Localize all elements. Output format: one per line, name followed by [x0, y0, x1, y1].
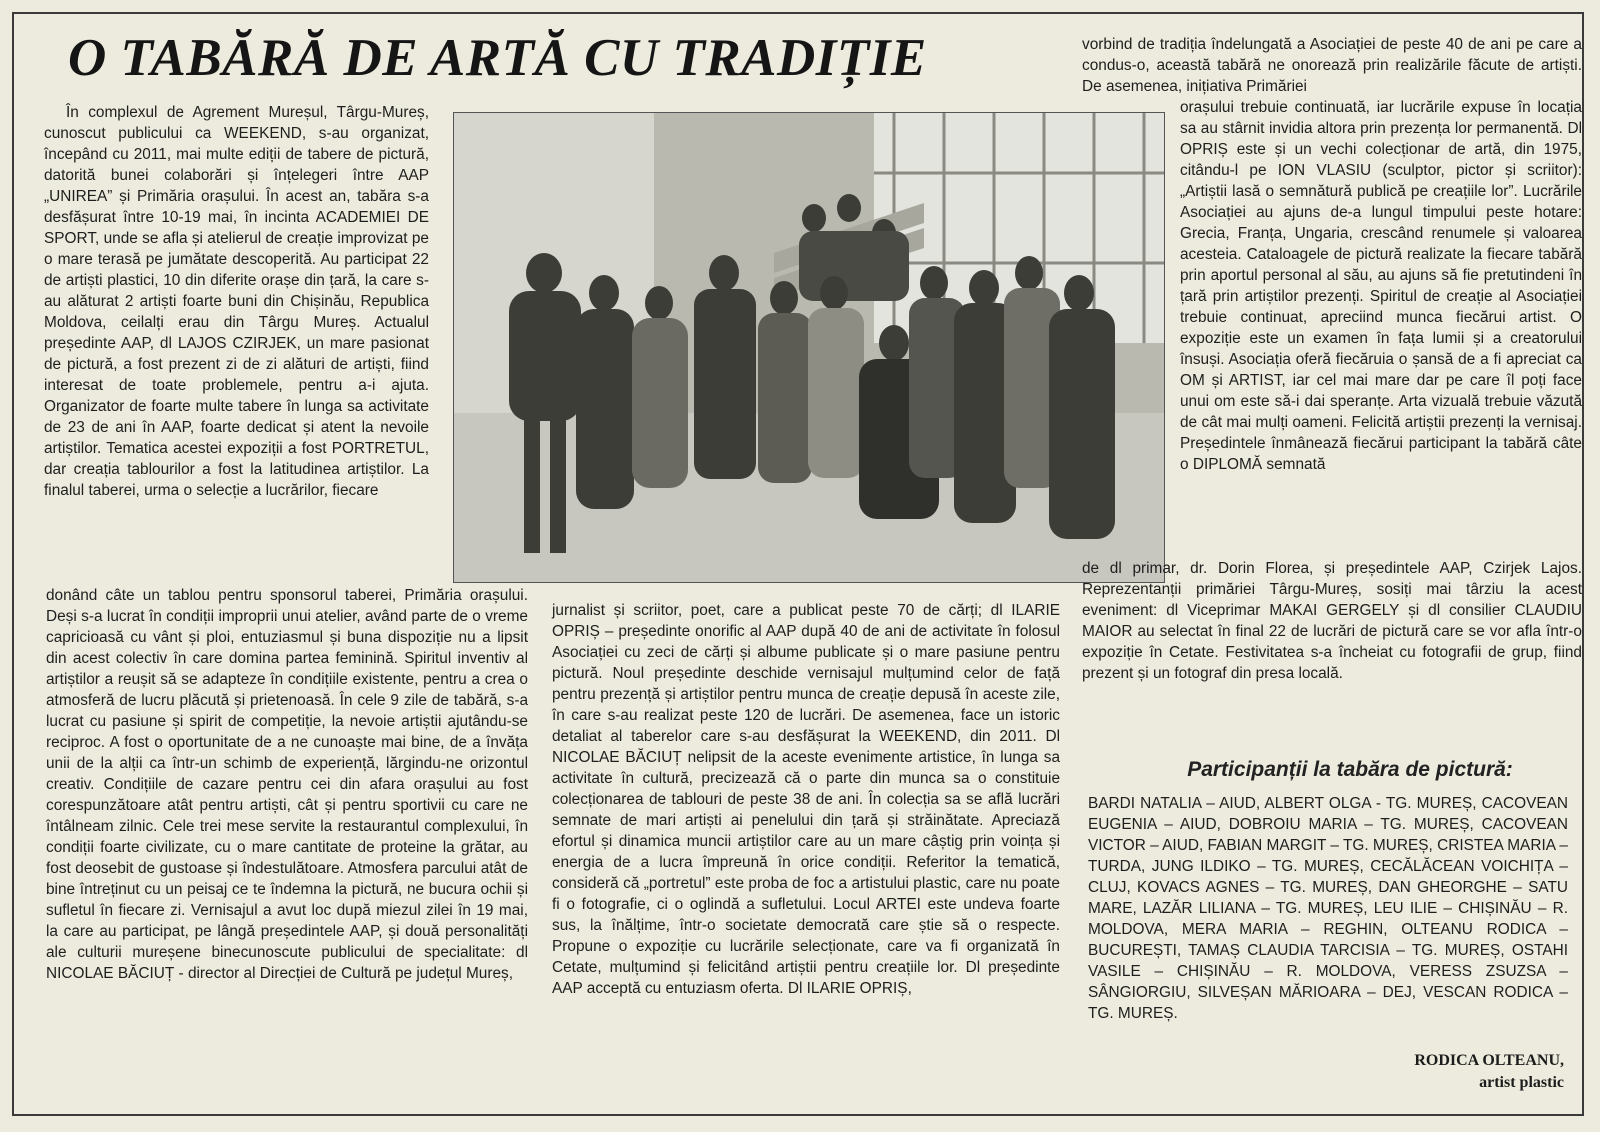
article-paragraph: donând câte un tablou pentru sponsorul taberei, Primăria orașului. Deși s-a lucrat în condiții improprii unui atelier, având parte de o vreme capricioasă cu vânt și ploi, entuziasmul și buna dispoziție nu a lipsit din acest colectiv în care domina partea feminină. Spiritul inventiv al artiștilor a reușit să se adapteze în condițiile existente, pentru a crea o atmosferă de lucru plăcută și prietenoasă. În cele 9 zile de tabără, s-a lucrat cu pasiune și spirit de competiție, la nevoie artiștii ajutându-se reciproc. A fost o oportunitate de a ne cunoaște mai bine, de a învăța unii de la alții ca într-un schimb de experiență, lărgindu-ne orizontul creativ. Condițiile de cazare pentru cei din afara orașului au fost corespunzătoare atât pentru artiști, cât și pentru sportivii cu care ne întâlneam zilnic. Cele trei mese servite la restaurantul complexului, în condiții foarte civilizate, cu o mare cantitate de proteine la grătar, au fost deosebit de gustoase și îndestulătoare. Atmosfera parcului atât de bine întreținut cu un peisaj ce te îndemna la pictură, ne bucura ochii și sufletul în fiecare zi. Vernisajul a avut loc după miezul zilei în 19 mai, la care au participat, pe lângă președintele AAP, și două personalități ale culturii mureșene binecunoscute publicului de specialitate: dl NICOLAE BĂCIUȚ - director al Direcției de Cultură pe județul Mureș,: [46, 587, 528, 982]
article-column-2: [46, 585, 528, 984]
article-paragraph: orașului trebuie continuată, iar lucrările expuse în locația sa au stârnit invidia altora prin prezența lor permanentă. Dl OPRIȘ este și un vechi colecționar de artă, din 1975, citându-l pe ION VLASIU (sculptor, pictor și scriitor): „Artiștii lasă o semnătură publică pe creațiile lor”. Lucrările Asociației au ajuns de-a lungul timpului peste hotare: Grecia, Franța, Ungaria, crescând renumele și valoarea acesteia. Cataloagele de pictură realizate la fiecare tabără prin aportul personal al său, au ajuns să fie pretutindeni în țară prin artiștilor prezenți. Spiritul de creație al Asociației trebuie continuat, apreciind munca fiecărui artist. O expoziție este un examen în fața lumii și a creatorului însuși. Asociația oferă fiecăruia o șansă de a fi apreciat ca OM și ARTIST, iar cel mai mare dar pe care îl poți face unui om este să-i dai speranțe. Arta vizuală trebuie văzută de cât mai mulți oameni. Felicită artiștii prezenți la vernisaj. Președintele înmânează fiecărui participant la tabără câte o DIPLOMĂ semnată: [1180, 99, 1582, 473]
article-paragraph: vorbind de tradiția îndelungată a Asociației de peste 40 de ani pe care a condus-o, această tabără ne onorează prin realizările făcute de artiști. De asemenea, inițiativa Primăriei: [1082, 36, 1582, 95]
article-column-4-middle: [1180, 97, 1582, 475]
participants-heading: Participanții la tabăra de pictură:: [1187, 758, 1513, 781]
article-column-1: [44, 102, 429, 501]
article-paragraph: jurnalist și scriitor, poet, care a publicat peste 70 de cărți; dl ILARIE OPRIȘ – președinte onorific al AAP după 40 de ani de activitate în folosul Asociației cu zeci de cărți și albume publicate și o mare pasiune pentru pictură. Noul președinte deschide vernisajul mulțumind celor de față pentru prezență și artiștilor pentru munca de creație depusă în aceste zile, în care s-au realizat peste 120 de lucrări. De asemenea, face un istoric detaliat al taberelor care s-au desfășurat la WEEKEND, din 2011. Dl NICOLAE BĂCIUȚ nelipsit de la aceste evenimente artistice, în lunga sa activitate în cultură, precizează că o parte din munca sa o constituie colecționarea de tablouri de peste 38 de ani. În colecția sa se află lucrări semnate de mari artiști ai penelului din țară și străinătate. Apreciază efortul și dinamica muncii artiștilor care au un mare câștig prin voința și energia de a lucra împreună în orice condiții. Referitor la tematică, consideră că „portretul” este proba de foc a artistului plastic, care nu poate fi o fotografie, ci o oglindă a sufletului. Locul ARTEI este undeva foarte sus, la înălțime, într-o societate democrată care știe să o respecte. Propune o expoziție cu lucrările selecționate, care va fi organizată în Cetate, mulțumind și felicitând artiștii pentru creațiile lor. Dl președinte AAP acceptă cu entuziasm oferta. Dl ILARIE OPRIȘ,: [552, 602, 1060, 997]
article-column-4-bottom: [1082, 558, 1582, 684]
article-headline: O TABĂRĂ DE ARTĂ CU TRADIȚIE: [68, 29, 927, 87]
article-column-3: [552, 600, 1060, 999]
participants-list: [1088, 793, 1568, 1024]
group-photo: [453, 112, 1165, 583]
author-name: RODICA OLTEANU,: [1414, 1052, 1564, 1069]
article-paragraph: În complexul de Agrement Mureșul, Târgu-Mureș, cunoscut publicului ca WEEKEND, s-au organizat, începând cu 2011, mai multe ediții de tabere de pictură, datorită bunei colaborări și înțelegeri între AAP „UNIREA” și Primăria orașului. În acest an, tabăra s-a desfășurat între 10-19 mai, în incinta ACADEMIEI DE SPORT, unde se afla și atelierul de creație improvizat pe o mare terasă pe jumătate descoperită. Au participat 22 de artiști plastici, 10 din diferite orașe din țară, la care s-au alăturat 2 artiști foarte buni din Chișinău, Republica Moldova, ceilalți erau din Târgu Mureș. Actualul președinte AAP, dl LAJOS CZIRJEK, un mare pasionat de pictură, a fost prezent zi de zi alături de artiști, fiind interesat de toate problemele, pentru a-i ajuta. Organizator de foarte multe tabere în lunga sa activitate de 23 de ani în AAP, foarte dedicat și atent la nevoile artiștilor. Tematica acestei expoziții a fost PORTRETUL, dar creația tablourilor a fost la latitudinea artiștilor. La finalul taberei, urma o selecție a lucrărilor, fiecare: [44, 104, 429, 499]
article-paragraph: de dl primar, dr. Dorin Florea, și președintele AAP, Czirjek Lajos. Reprezentanții primăriei Târgu-Mureș, sosiți mai târziu la acest eveniment: dl Viceprimar MAKAI GERGELY și dl consilier CLAUDIU MAIOR au selectat în final 22 de lucrări de pictură care se vor afla într-o expoziție în Cetate. Festivitatea s-a încheiat cu fotografii de grup, fiind prezent și un fotograf din presa locală.: [1082, 560, 1582, 682]
author-role: artist plastic: [1479, 1074, 1564, 1091]
author-byline: [1414, 1050, 1564, 1094]
participants-text: BARDI NATALIA – AIUD, ALBERT OLGA - TG. MUREȘ, CACOVEAN EUGENIA – AIUD, DOBROIU MARIA – TG. MUREȘ, CACOVEAN VICTOR – AIUD, FABIAN MARGIT – TG. MUREȘ, CRISTEA MARIA – TURDA, JUNG ILDIKO – TG. MUREȘ, CECĂLĂCEAN VOICHIȚA – CLUJ, KOVACS AGNES – TG. MUREȘ, DAN GHEORGHE – SATU MARE, LAZĂR LILIANA – TG. MUREȘ, LEU ILIE – CHIȘINĂU – R. MOLDOVA, MERA MARIA – REGHIN, OLTEANU RODICA – BUCUREȘTI, TAMAȘ CLAUDIA TARCISIA – TG. MUREȘ, OSTAHI VASILE – CHIȘINĂU – R. MOLDOVA, VERESS ZSUZSA – SÂNGIORGIU, SILVEȘAN MĂRIOARA – DEJ, VESCAN RODICA – TG. MUREȘ.: [1088, 795, 1568, 1022]
group-photo-icon: [454, 113, 1164, 582]
article-column-4-top: [1082, 34, 1582, 97]
